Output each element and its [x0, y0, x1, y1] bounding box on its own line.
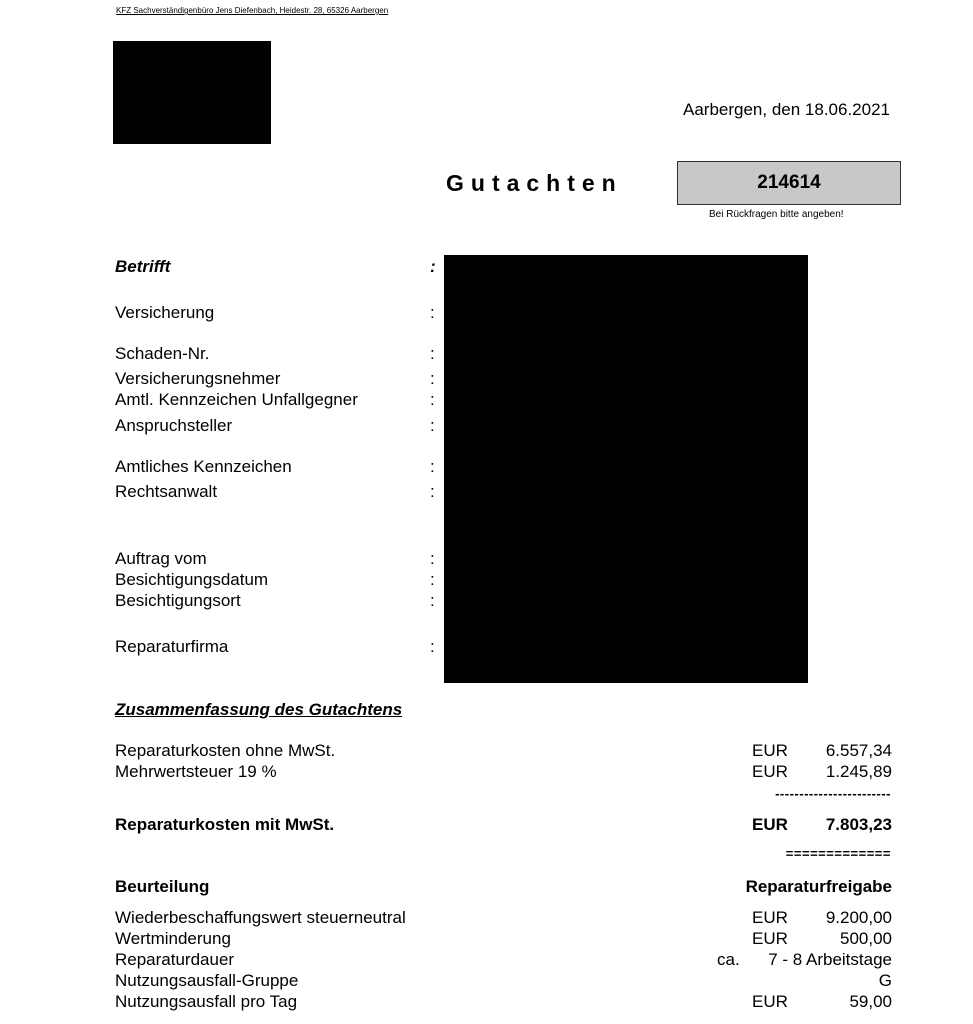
label-anspruchsteller: Anspruchsteller	[115, 416, 233, 435]
label-reparaturfirma: Reparaturfirma	[115, 637, 229, 656]
reference-note: Bei Rückfragen bitte angeben!	[709, 209, 844, 220]
currency: EUR	[752, 929, 788, 948]
repair-net-value: 6.557,34	[825, 741, 892, 760]
currency: EUR	[752, 908, 788, 927]
colon: :	[430, 457, 435, 476]
assessment-label: Beurteilung	[115, 877, 210, 896]
currency: EUR	[752, 815, 788, 834]
vat-value: 1.245,89	[825, 762, 892, 781]
document-title: Gutachten	[446, 170, 623, 196]
usage-group-value: G	[878, 971, 892, 990]
label-betrifft: Betrifft	[115, 257, 171, 276]
row-depreciation	[115, 929, 892, 950]
label-amtliches-kennzeichen: Amtliches Kennzeichen	[115, 457, 292, 476]
row-usage-group	[115, 971, 892, 992]
colon: :	[430, 303, 435, 322]
colon: :	[430, 344, 435, 363]
colon: :	[430, 390, 435, 409]
row-assessment	[115, 877, 892, 898]
replacement-label: Wiederbeschaffungswert steuerneutral	[115, 908, 406, 927]
colon: :	[430, 591, 435, 610]
usage-day-label: Nutzungsausfall pro Tag	[115, 992, 298, 1011]
row-vat	[115, 762, 892, 783]
row-repair-gross	[115, 815, 892, 836]
colon: :	[430, 637, 435, 656]
reference-number: 214614	[757, 172, 821, 193]
currency: EUR	[752, 741, 788, 760]
row-repair-net	[115, 741, 892, 762]
row-usage-per-day	[115, 992, 892, 1013]
label-auftrag-vom: Auftrag vom	[115, 549, 207, 568]
vat-label: Mehrwertsteuer 19 %	[115, 762, 277, 781]
label-besichtigungsort: Besichtigungsort	[115, 591, 241, 610]
colon: :	[430, 549, 435, 568]
assessment-value: Reparaturfreigabe	[745, 877, 892, 896]
usage-group-label: Nutzungsausfall-Gruppe	[115, 971, 299, 990]
currency: EUR	[752, 992, 788, 1011]
double-separator: =============	[785, 846, 891, 861]
row-repair-duration	[115, 950, 892, 971]
colon: :	[430, 257, 436, 276]
date-line: Aarbergen, den 18.06.2021	[683, 100, 891, 119]
label-kennzeichen-unfallgegner: Amtl. Kennzeichen Unfallgegner	[115, 390, 358, 409]
label-versicherungsnehmer: Versicherungsnehmer	[115, 369, 281, 388]
replacement-value: 9.200,00	[825, 908, 892, 927]
depreciation-label: Wertminderung	[115, 929, 231, 948]
address-redaction	[113, 41, 271, 144]
colon: :	[430, 570, 435, 589]
label-besichtigungsdatum: Besichtigungsdatum	[115, 570, 269, 589]
colon: :	[430, 482, 435, 501]
duration-prefix: ca.	[717, 950, 740, 969]
row-replacement-value	[115, 908, 892, 929]
sender-line: KFZ Sachverständigenbüro Jens Diefenbach, Heidestr. 28, 65326 Aarbergen	[116, 6, 389, 15]
repair-gross-label: Reparaturkosten mit MwSt.	[115, 815, 335, 834]
duration-value: 7 - 8 Arbeitstage	[768, 950, 892, 969]
reference-number-box	[677, 161, 901, 205]
dash-separator: ------------------------	[775, 786, 891, 801]
depreciation-value: 500,00	[840, 929, 892, 948]
repair-gross-value: 7.803,23	[825, 815, 892, 834]
colon: :	[430, 369, 435, 388]
currency: EUR	[752, 762, 788, 781]
colon: :	[430, 416, 435, 435]
details-redaction	[444, 255, 808, 683]
summary-heading: Zusammenfassung des Gutachtens	[115, 700, 403, 719]
duration-label: Reparaturdauer	[115, 950, 235, 969]
label-rechtsanwalt: Rechtsanwalt	[115, 482, 218, 501]
repair-net-label: Reparaturkosten ohne MwSt.	[115, 741, 336, 760]
usage-day-value: 59,00	[849, 992, 892, 1011]
label-schaden-nr: Schaden-Nr.	[115, 344, 210, 363]
label-versicherung: Versicherung	[115, 303, 215, 322]
